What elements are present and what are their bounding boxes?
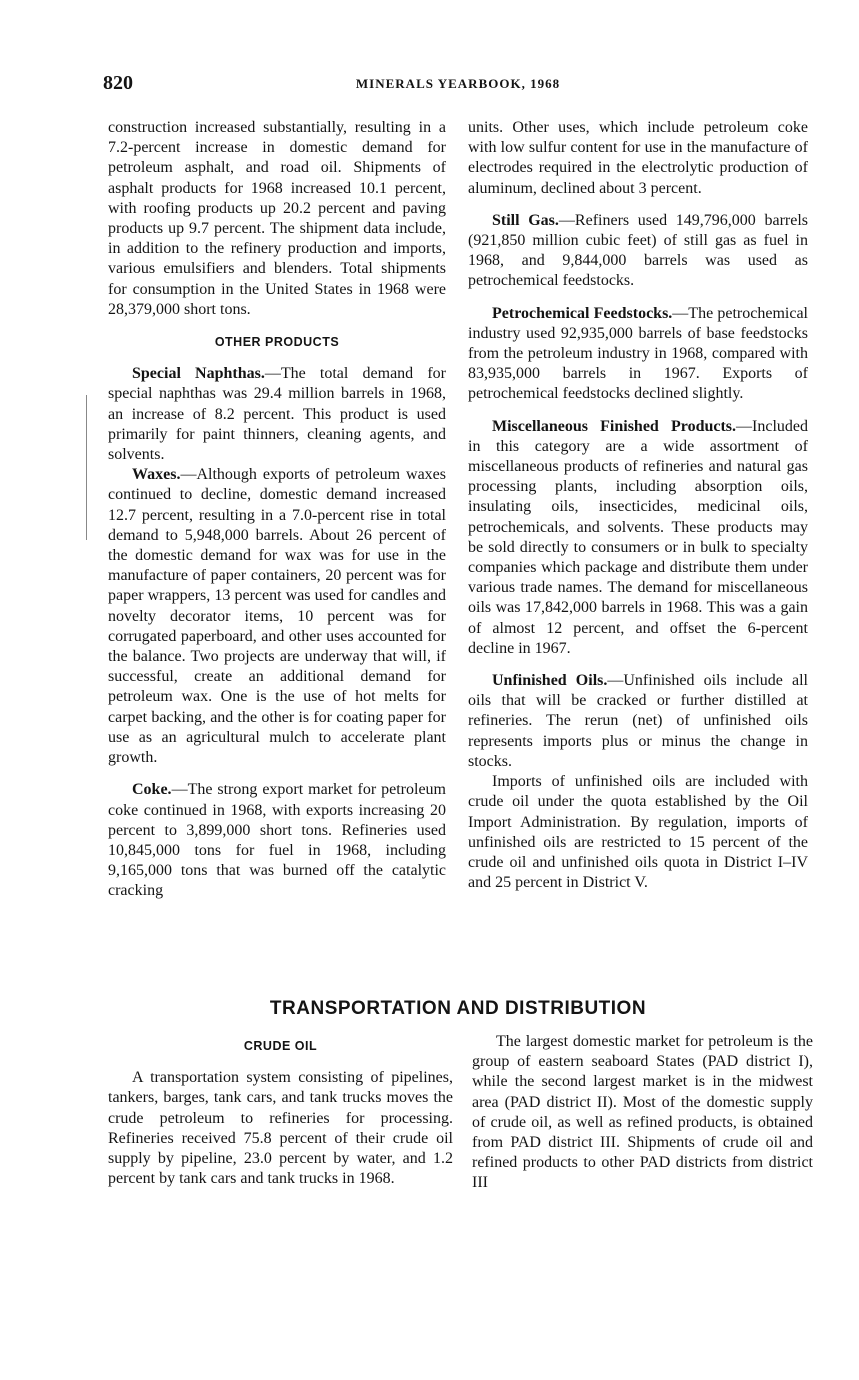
page-number: 820 (103, 72, 133, 94)
running-title: MINERALS YEARBOOK, 1968 (355, 76, 561, 91)
paragraph-coke-continued: units. Other uses, which include petroleum coke with low sulfur content for use in the manufacture of electrodes required in the electrolytic production of aluminum, declined about 3 percent. (468, 119, 808, 197)
paragraph-transport-system: A transportation system consisting of pipelines, tankers, barges, tank cars, and tank trucks moves the crude petroleum to refineries for processing. Refineries received 75.8 percent of their crude oil supply by pipeline, 23.0 percent by water, and 1.2 percent by tank cars and tank trucks in 1968. (108, 1069, 453, 1188)
section-title-transportation: TRANSPORTATION AND DISTRIBUTION (269, 998, 647, 1019)
heading-crude-oil: CRUDE OIL (243, 1039, 318, 1053)
lead-coke: Coke. (132, 781, 172, 799)
heading-other-products: OTHER PRODUCTS (214, 335, 340, 350)
paragraph-special-naphthas (108, 364, 446, 465)
lead-special-naphthas: Special Naphthas. (132, 365, 265, 383)
text-special-naphthas: —The total demand for special naphthas was 29.4 million barrels in 1968, an increase of 8.2 percent. This product is used primarily for paint thinners, cleaning agents, and solvents. (108, 365, 446, 464)
paragraph-waxes (108, 465, 446, 768)
paragraph-unfinished-oils (468, 671, 808, 772)
lead-miscellaneous: Miscellaneous Finished Products. (492, 417, 737, 435)
text-still-gas: —Refiners used 149,796,000 barrels (921,850 million cubic feet) of still gas as fuel in 1968, and 9,844,000 barrels was used as petrochemical feedstocks. (468, 211, 809, 290)
text-waxes: —Although exports of petroleum waxes continued to decline, domestic demand increased 12.7 percent, resulting in a 7.0-percent rise in total demand to 5,948,000 barrels. About 26 percent of the domestic demand for wax was for use in the manufacture of paper containers, 20 percent was for paper wrappers, 13 percent was used for candles and novelty decorator items, 10 percent was for corrugated paperboard, and other uses accounted for the balance. Two projects are underway that will, if successful, create an additional demand for petroleum wax. One is the use of hot melts for carpet backing, and the other is for coating paper for use as an agricultural mulch to accelerate plant growth. (108, 466, 446, 767)
transportation-right-column (472, 1032, 813, 1194)
paragraph-still-gas (468, 211, 808, 292)
paragraph-domestic-market: The largest domestic market for petroleum is the group of eastern seaboard States (PAD district I), while the second largest market is in the midwest area (PAD district II). Most of the domestic supply of crude oil, as well as refined products, is obtained from PAD district III. Shipments of crude oil and refined products to other PAD districts from district III (472, 1033, 813, 1192)
margin-mark (86, 395, 87, 540)
page-header (103, 72, 813, 102)
paragraph-coke (108, 780, 446, 901)
paragraph-miscellaneous (468, 417, 808, 659)
text-miscellaneous: —Included in this category are a wide assortment of miscellaneous products of refineries and natural gas processing plants, including absorption oils, insulating oils, insecticides, medicinal oils, petrochemicals, and solvents. These products may be sold directly to consumers or in bulk to specialty companies which package and distribute them under various trade names. The demand for miscellaneous oils was 17,842,000 barrels in 1968. This was a gain of almost 12 percent, and offset the 6-percent decline in 1967. (468, 417, 808, 657)
paragraph-asphalt: construction increased substantially, resulting in a 7.2-percent increase in domestic demand for petroleum asphalt, and road oil. Shipments of asphalt products for 1968 increased 10.1 percent, with roofing products up 20.2 percent and paving products up 9.7 percent. The shipment data include, in addition to the refinery production and imports, various emulsifiers and blenders. Total shipments for consumption in the United States in 1968 were 28,379,000 short tons. (108, 119, 446, 318)
text-petrochemical: —The petrochemical industry used 92,935,000 barrels of base feedstocks from the petroleum industry in 1968, compared with 83,935,000 barrels in 1967. Exports of petrochemical feedstocks declined slightly. (468, 304, 808, 403)
paragraph-petrochemical (468, 304, 808, 405)
text-coke: —The strong export market for petroleum coke continued in 1968, with exports increasing 20 percent to 3,899,000 short tons. Refineries used 10,845,000 tons for fuel in 1968, including 9,165,000 tons that was burned off the catalytic cracking (108, 781, 446, 900)
text-unfinished-oils: —Unfinished oils include all oils that will be cracked or further distilled at refineries. The rerun (net) of unfinished oils represents imports plus or minus the change in stocks. (468, 672, 808, 770)
lead-still-gas: Still Gas. (492, 211, 559, 229)
lead-waxes: Waxes. (132, 466, 181, 484)
transportation-left-column (108, 1032, 453, 1189)
paragraph-imports: Imports of unfinished oils are included with crude oil under the quota established by the Oil Import Administration. By regulation, imports of unfinished oils are restricted to 15 percent of the crude oil and unfinished oils quota in District I–IV and 25 percent in District V. (468, 773, 808, 892)
left-column (108, 118, 446, 902)
right-column (468, 118, 808, 893)
lead-petrochemical: Petrochemical Feedstocks. (492, 304, 673, 322)
lead-unfinished-oils: Unfinished Oils. (492, 672, 608, 690)
